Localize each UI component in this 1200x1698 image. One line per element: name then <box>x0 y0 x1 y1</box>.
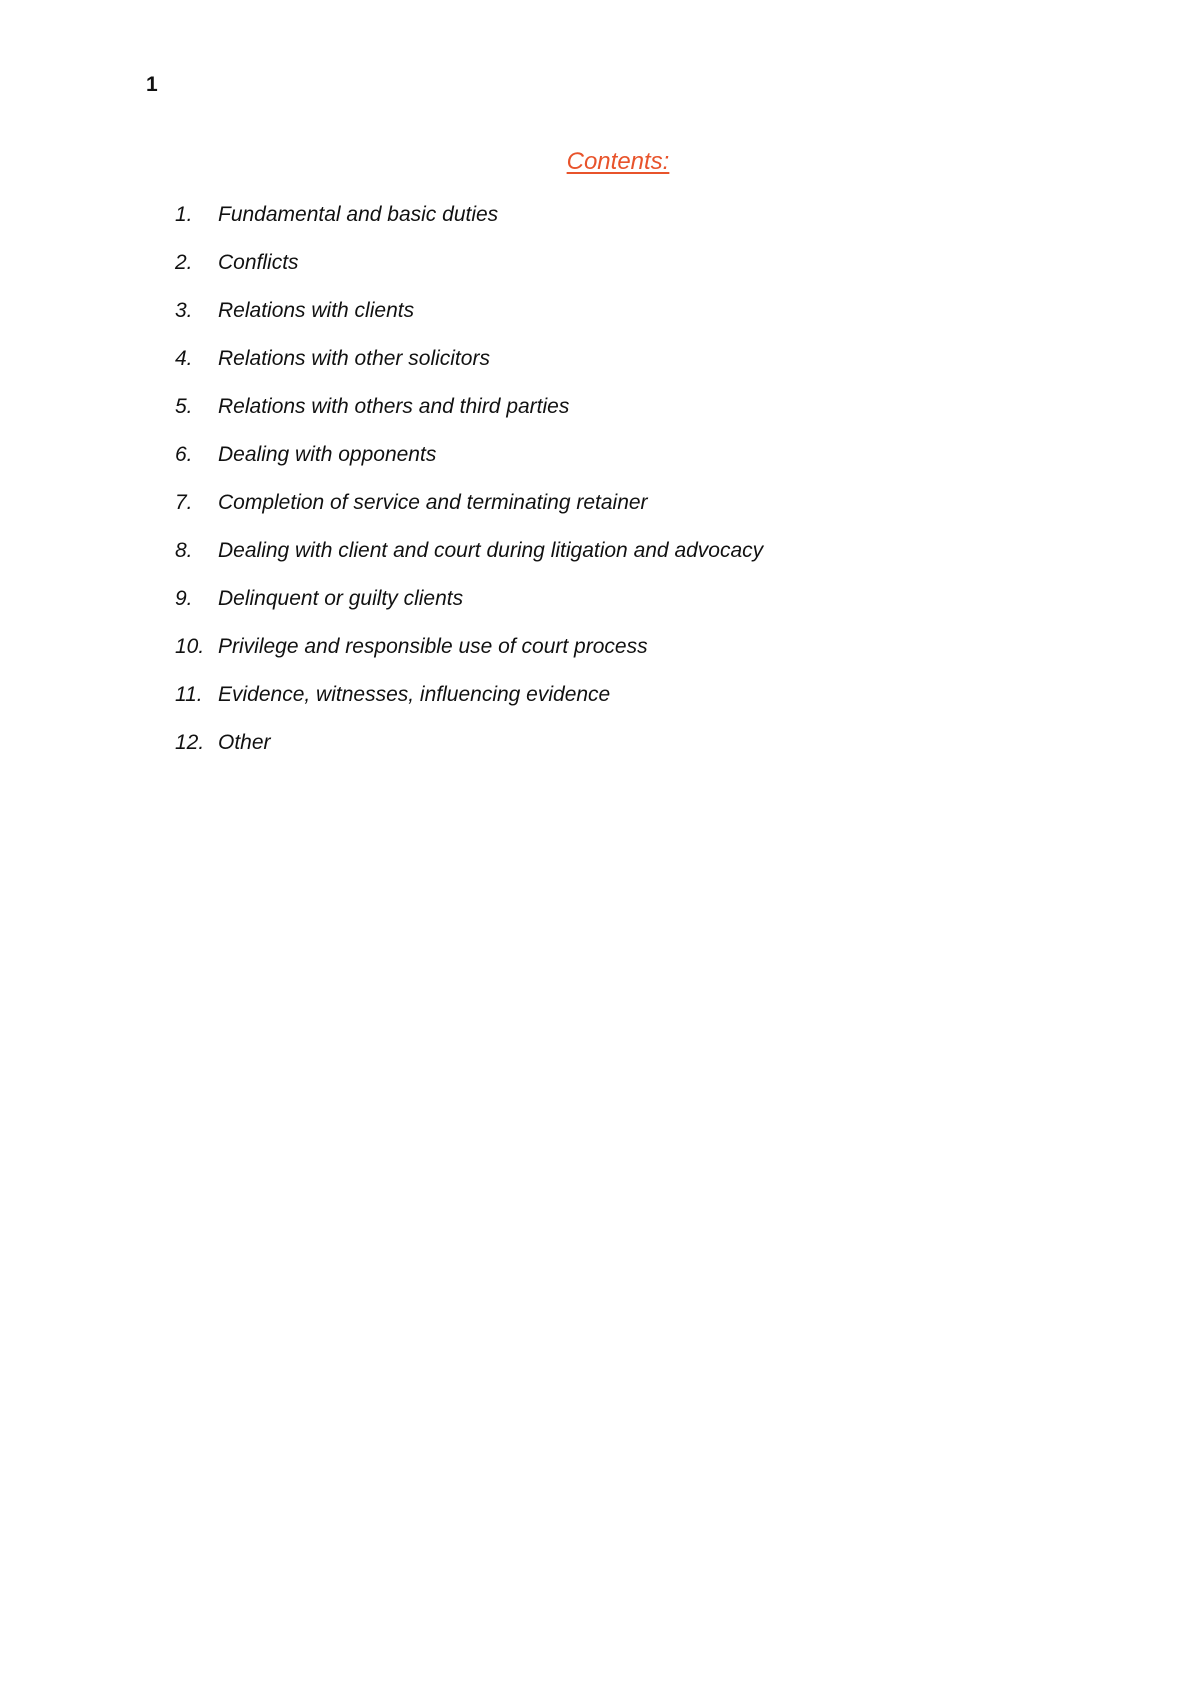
contents-item-number: 5. <box>175 395 193 418</box>
contents-item-number: 3. <box>175 299 193 322</box>
contents-item-label: Relations with other solicitors <box>218 347 490 370</box>
contents-item-number: 2. <box>175 251 193 274</box>
contents-item-number: 8. <box>175 539 193 562</box>
contents-item-label: Dealing with opponents <box>218 443 437 466</box>
contents-item-label: Relations with clients <box>218 299 415 322</box>
contents-item-label: Evidence, witnesses, influencing evidence <box>218 683 611 706</box>
page-number: 1 <box>146 73 158 96</box>
contents-heading: Contents: <box>566 148 670 175</box>
contents-item-label: Other <box>218 731 271 754</box>
contents-item-number: 4. <box>175 347 193 370</box>
contents-item-label: Relations with others and third parties <box>218 395 570 418</box>
contents-item-label: Completion of service and terminating retainer <box>218 491 648 514</box>
contents-item-label: Fundamental and basic duties <box>218 203 499 226</box>
contents-item-number: 10. <box>175 635 205 658</box>
contents-item-label: Privilege and responsible use of court process <box>218 635 648 658</box>
contents-item-label: Delinquent or guilty clients <box>218 587 464 610</box>
contents-item-number: 12. <box>175 731 205 754</box>
contents-item-label: Dealing with client and court during litigation and advocacy <box>218 539 764 562</box>
contents-item-number: 1. <box>175 203 193 226</box>
contents-item-label: Conflicts <box>218 251 299 274</box>
contents-item-number: 9. <box>175 587 193 610</box>
contents-item-number: 11. <box>175 683 203 706</box>
contents-item-number: 6. <box>175 443 193 466</box>
contents-item-number: 7. <box>175 491 193 514</box>
